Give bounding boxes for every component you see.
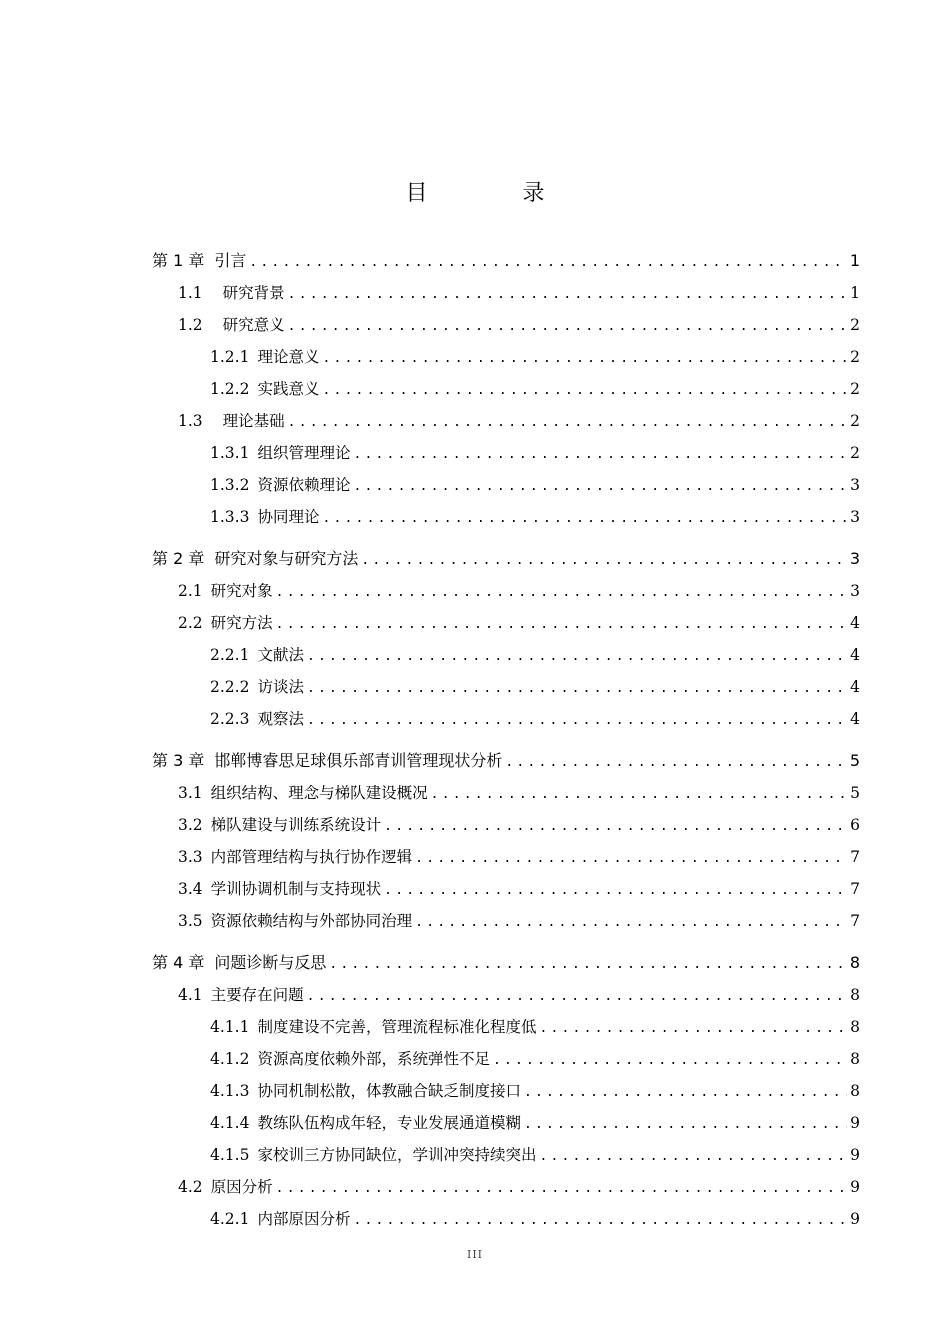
toc-section-entry[interactable]	[152, 639, 860, 671]
toc-entry-title: 文献法	[257, 646, 304, 664]
toc-section-entry[interactable]	[152, 469, 860, 501]
toc-leader-dots	[539, 1141, 847, 1173]
toc-leader-dots	[276, 577, 847, 609]
toc-entry-page: 7	[850, 912, 860, 930]
toc-section-entry[interactable]	[152, 905, 860, 937]
toc-entry-page: 2	[850, 444, 860, 462]
toc-entry-title: 梯队建设与训练系统设计	[210, 816, 382, 834]
toc-leader-dots	[384, 811, 847, 843]
toc-entry-number: 1.1	[178, 284, 203, 302]
toc-entry-number: 4.2.1	[210, 1210, 250, 1228]
toc-entry-title: 教练队伍构成年轻，专业发展通道模糊	[257, 1114, 521, 1132]
toc-section-entry[interactable]	[152, 777, 860, 809]
toc-entry-title: 观察法	[257, 710, 304, 728]
toc-chapter-entry[interactable]	[152, 947, 860, 979]
toc-entry-number: 3.3	[178, 848, 203, 866]
toc-leader-dots	[524, 1077, 847, 1109]
toc-entry-page: 6	[850, 816, 860, 834]
toc-entry-title: 内部原因分析	[257, 1210, 351, 1228]
toc-leader-dots	[353, 471, 847, 503]
toc-entry-title: 实践意义	[257, 380, 320, 398]
toc-entry-title: 研究背景	[222, 284, 285, 302]
toc-leader-dots	[249, 247, 846, 279]
toc-entry-title: 问题诊断与反思	[214, 953, 327, 972]
toc-section-entry[interactable]	[152, 501, 860, 533]
toc-leader-dots	[415, 907, 847, 939]
toc-leader-dots	[288, 311, 847, 343]
toc-entry-number: 1.3.2	[210, 476, 250, 494]
toc-section-entry[interactable]	[152, 873, 860, 905]
toc-entry-number: 2.2.1	[210, 646, 250, 664]
toc-leader-dots	[329, 949, 846, 981]
toc-entry-title: 研究对象	[210, 582, 273, 600]
toc-entry-page: 3	[850, 508, 860, 526]
toc-section-entry[interactable]	[152, 1011, 860, 1043]
toc-section-entry[interactable]	[152, 1139, 860, 1171]
toc-entry-number: 1.2.1	[210, 348, 250, 366]
toc-leader-dots	[288, 407, 847, 439]
toc-section-entry[interactable]	[152, 341, 860, 373]
toc-leader-dots	[431, 779, 847, 811]
toc-section-entry[interactable]	[152, 575, 860, 607]
toc-entry-page: 8	[850, 986, 860, 1004]
toc-entry-page: 5	[850, 784, 860, 802]
toc-entry-title: 资源依赖结构与外部协同治理	[210, 912, 413, 930]
toc-entry-number: 3.5	[178, 912, 203, 930]
toc-entry-page: 8	[849, 953, 860, 972]
toc-entry-page: 2	[850, 316, 860, 334]
toc-leader-dots	[322, 503, 847, 535]
toc-leader-dots	[505, 747, 846, 779]
toc-entry-number: 3.4	[178, 880, 203, 898]
toc-entry-title: 理论基础	[222, 412, 285, 430]
toc-section-entry[interactable]	[152, 809, 860, 841]
toc-leader-dots	[307, 981, 847, 1013]
toc-entry-page: 8	[850, 1050, 860, 1068]
toc-entry-number: 1.2	[178, 316, 203, 334]
toc-section-entry[interactable]	[152, 437, 860, 469]
toc-entry-page: 4	[850, 710, 860, 728]
toc-section-entry[interactable]	[152, 1075, 860, 1107]
toc-entry-page: 3	[849, 549, 860, 568]
toc-leader-dots	[276, 609, 847, 641]
toc-entry-number: 4.1.4	[210, 1114, 250, 1132]
toc-section-entry[interactable]	[152, 1107, 860, 1139]
toc-leader-dots	[307, 705, 847, 737]
toc-entry-page: 7	[850, 880, 860, 898]
toc-leader-dots	[539, 1013, 847, 1045]
toc-entry-number: 3.2	[178, 816, 203, 834]
toc-entry-page: 4	[850, 614, 860, 632]
toc-entry-title: 资源依赖理论	[257, 476, 351, 494]
page-title: 目 录	[405, 181, 589, 206]
toc-entry-title: 研究意义	[222, 316, 285, 334]
toc-entry-title: 协同理论	[257, 508, 320, 526]
toc-leader-dots	[288, 279, 847, 311]
toc-entry-title: 制度建设不完善，管理流程标准化程度低	[257, 1018, 537, 1036]
toc-chapter-entry[interactable]	[152, 543, 860, 575]
toc-entry-title: 组织结构、理念与梯队建设概况	[210, 784, 428, 802]
toc-entry-number: 第 4 章	[152, 953, 205, 972]
table-of-contents	[152, 245, 860, 1235]
toc-leader-dots	[276, 1173, 847, 1205]
toc-entry-title: 组织管理理论	[257, 444, 351, 462]
page-number: III	[466, 1248, 484, 1261]
toc-entry-page: 2	[850, 380, 860, 398]
toc-entry-number: 1.3.3	[210, 508, 250, 526]
toc-leader-dots	[322, 375, 847, 407]
toc-leader-dots	[384, 875, 847, 907]
toc-entry-title: 原因分析	[210, 1178, 273, 1196]
toc-entry-page: 3	[850, 582, 860, 600]
toc-section-entry[interactable]	[152, 607, 860, 639]
toc-entry-title: 主要存在问题	[210, 986, 304, 1004]
toc-leader-dots	[353, 1205, 847, 1237]
toc-entry-number: 2.2.2	[210, 678, 250, 696]
toc-section-entry[interactable]	[152, 979, 860, 1011]
toc-entry-page: 9	[850, 1178, 860, 1196]
toc-section-entry[interactable]	[152, 405, 860, 437]
toc-entry-page: 9	[850, 1114, 860, 1132]
toc-entry-title: 邯郸博睿思足球俱乐部青训管理现状分析	[214, 751, 503, 770]
toc-entry-number: 3.1	[178, 784, 203, 802]
toc-entry-number: 2.2	[178, 614, 203, 632]
toc-leader-dots	[353, 439, 847, 471]
toc-chapter-entry[interactable]	[152, 245, 860, 277]
toc-entry-number: 1.3	[178, 412, 203, 430]
toc-entry-title: 家校训三方协同缺位，学训冲突持续突出	[257, 1146, 537, 1164]
toc-entry-number: 1.3.1	[210, 444, 250, 462]
toc-section-entry[interactable]	[152, 373, 860, 405]
toc-entry-number: 2.2.3	[210, 710, 250, 728]
toc-entry-number: 第 2 章	[152, 549, 205, 568]
toc-entry-page: 5	[849, 751, 860, 770]
toc-leader-dots	[322, 343, 847, 375]
toc-entry-title: 研究方法	[210, 614, 273, 632]
toc-entry-page: 8	[850, 1018, 860, 1036]
toc-entry-page: 7	[850, 848, 860, 866]
toc-entry-title: 资源高度依赖外部，系统弹性不足	[257, 1050, 490, 1068]
toc-entry-page: 1	[850, 284, 860, 302]
toc-section-entry[interactable]	[152, 703, 860, 735]
toc-entry-number: 4.1.1	[210, 1018, 250, 1036]
toc-entry-title: 学训协调机制与支持现状	[210, 880, 382, 898]
toc-entry-number: 4.1.5	[210, 1146, 250, 1164]
toc-section-entry[interactable]	[152, 671, 860, 703]
toc-leader-dots	[524, 1109, 847, 1141]
toc-entry-page: 9	[850, 1146, 860, 1164]
toc-entry-page: 3	[850, 476, 860, 494]
toc-entry-number: 4.2	[178, 1178, 203, 1196]
toc-entry-title: 内部管理结构与执行协作逻辑	[210, 848, 413, 866]
toc-chapter-entry[interactable]	[152, 745, 860, 777]
toc-entry-title: 研究对象与研究方法	[214, 549, 359, 568]
toc-entry-number: 第 1 章	[152, 251, 205, 270]
toc-entry-number: 4.1.2	[210, 1050, 250, 1068]
toc-entry-page: 1	[849, 251, 860, 270]
toc-section-entry[interactable]	[152, 1203, 860, 1235]
toc-entry-page: 2	[850, 348, 860, 366]
toc-section-entry[interactable]	[152, 841, 860, 873]
toc-leader-dots	[361, 545, 846, 577]
toc-section-entry[interactable]	[152, 1171, 860, 1203]
toc-leader-dots	[415, 843, 847, 875]
toc-entry-number: 第 3 章	[152, 751, 205, 770]
toc-entry-page: 4	[850, 678, 860, 696]
toc-entry-title: 引言	[214, 251, 247, 270]
toc-entry-number: 1.2.2	[210, 380, 250, 398]
toc-entry-title: 访谈法	[257, 678, 304, 696]
toc-entry-page: 2	[850, 412, 860, 430]
toc-entry-number: 4.1.3	[210, 1082, 250, 1100]
toc-entry-page: 9	[850, 1210, 860, 1228]
toc-entry-title: 理论意义	[257, 348, 320, 366]
toc-leader-dots	[307, 673, 847, 705]
toc-entry-title: 协同机制松散，体教融合缺乏制度接口	[257, 1082, 521, 1100]
toc-leader-dots	[493, 1045, 847, 1077]
toc-entry-number: 2.1	[178, 582, 203, 600]
toc-entry-page: 8	[850, 1082, 860, 1100]
toc-entry-page: 4	[850, 646, 860, 664]
toc-section-entry[interactable]	[152, 277, 860, 309]
toc-entry-number: 4.1	[178, 986, 203, 1004]
toc-leader-dots	[307, 641, 847, 673]
toc-section-entry[interactable]	[152, 1043, 860, 1075]
toc-section-entry[interactable]	[152, 309, 860, 341]
